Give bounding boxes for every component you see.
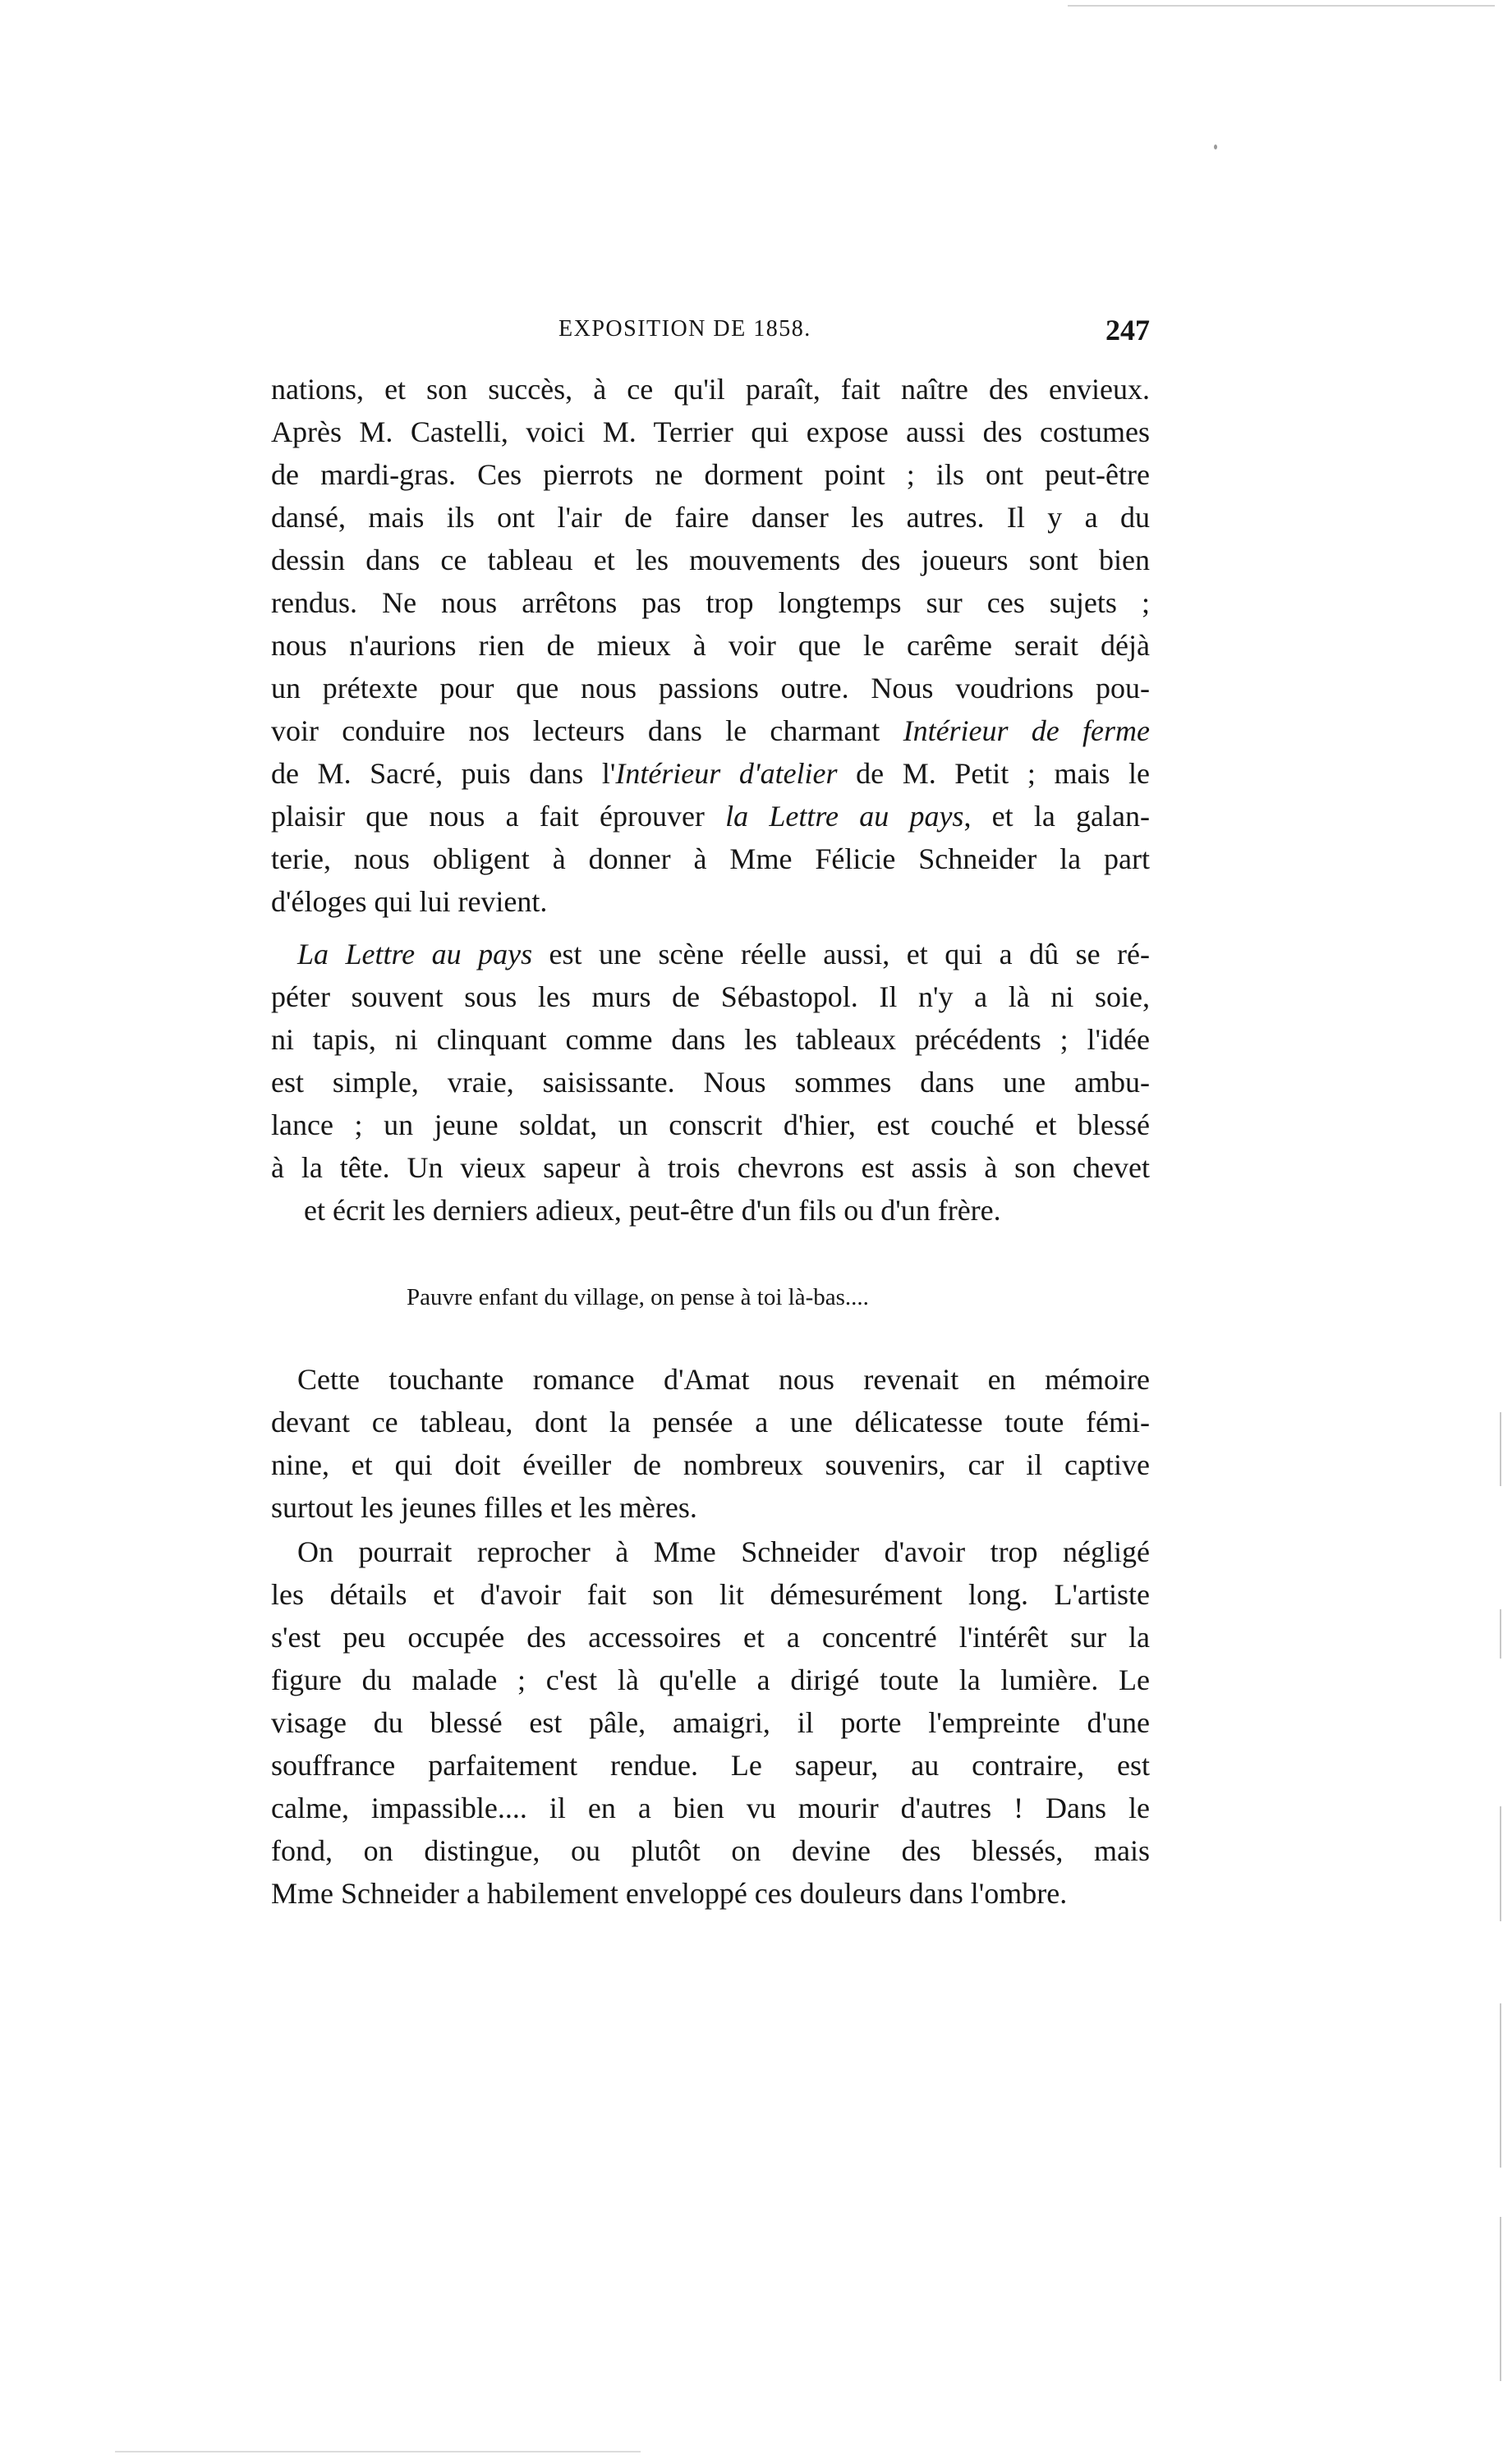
text-line: un prétexte pour que nous passions outre. Nous voudrions pou- xyxy=(271,672,1150,704)
text-line: Après M. Castelli, voici M. Terrier qui expose aussi des costumes xyxy=(271,415,1150,448)
text-line: La Lettre au pays est une scène réelle aussi, et qui a dû se ré- xyxy=(297,938,1150,970)
paragraph-4 xyxy=(271,1530,1150,1915)
italic-title: La Lettre au pays xyxy=(297,938,533,970)
paragraph-2 xyxy=(271,933,1150,1232)
text-line: s'est peu occupée des accessoires et a concentré l'intérêt sur la xyxy=(271,1621,1150,1654)
text-line: à la tête. Un vieux sapeur à trois chevrons est assis à son chevet xyxy=(271,1151,1150,1184)
text-line: lance ; un jeune soldat, un conscrit d'hier, est couché et blessé xyxy=(271,1108,1150,1141)
text-line: surtout les jeunes filles et les mères. xyxy=(271,1491,697,1524)
scan-margin-mark xyxy=(1500,1412,1501,1486)
text-line: est simple, vraie, saisissante. Nous sommes dans une ambu- xyxy=(271,1066,1150,1099)
italic-title: la Lettre au pays xyxy=(725,800,964,833)
paragraph-3 xyxy=(271,1358,1150,1529)
text-line: plaisir que nous a fait éprouver la Lettre au pays, et la galan- xyxy=(271,800,1150,833)
scan-edge-mark xyxy=(115,2451,641,2453)
text-line: les détails et d'avoir fait son lit démesurément long. L'artiste xyxy=(271,1578,1150,1611)
text-line: Mme Schneider a habilement enveloppé ces douleurs dans l'ombre. xyxy=(271,1877,1068,1910)
text-line: péter souvent sous les murs de Sébastopol. Il n'y a là ni soie, xyxy=(271,980,1150,1013)
scan-speck xyxy=(1214,145,1217,149)
quoted-verse: Pauvre enfant du village, on pense à toi là-bas.... xyxy=(407,1284,869,1310)
text-line: On pourrait reprocher à Mme Schneider d'avoir trop négligé xyxy=(297,1535,1150,1568)
text-line: nine, et qui doit éveiller de nombreux souvenirs, car il captive xyxy=(271,1448,1150,1481)
scan-margin-mark xyxy=(1500,1806,1501,1921)
scan-edge-mark xyxy=(1068,5,1495,7)
running-head: EXPOSITION DE 1858. xyxy=(558,316,811,342)
text-line: nations, et son succès, à ce qu'il paraît, fait naître des envieux. xyxy=(271,373,1150,406)
text-line: visage du blessé est pâle, amaigri, il porte l'empreinte d'une xyxy=(271,1706,1150,1739)
text-line: devant ce tableau, dont la pensée a une délicatesse toute fémi- xyxy=(271,1406,1150,1438)
page-number: 247 xyxy=(1105,314,1150,346)
italic-title: Intérieur d'atelier xyxy=(615,757,838,790)
text-line: d'éloges qui lui revient. xyxy=(271,885,548,918)
text-line: terie, nous obligent à donner à Mme Félicie Schneider la part xyxy=(271,842,1150,875)
italic-title: Intérieur de ferme xyxy=(903,714,1151,747)
text-line: Cette touchante romance d'Amat nous revenait en mémoire xyxy=(297,1363,1150,1396)
scan-margin-mark xyxy=(1500,2217,1501,2381)
text-line: de mardi-gras. Ces pierrots ne dorment point ; ils ont peut-être xyxy=(271,458,1150,491)
text-line: rendus. Ne nous arrêtons pas trop longtemps sur ces sujets ; xyxy=(271,586,1150,619)
text-line: de M. Sacré, puis dans l'Intérieur d'atelier de M. Petit ; mais le xyxy=(271,757,1151,790)
text-line: calme, impassible.... il en a bien vu mourir d'autres ! Dans le xyxy=(271,1792,1150,1824)
scan-margin-mark xyxy=(1500,1609,1501,1659)
text-line: nous n'aurions rien de mieux à voir que le carême serait déjà xyxy=(271,629,1150,662)
text-line: ni tapis, ni clinquant comme dans les tableaux précédents ; l'idée xyxy=(271,1023,1150,1056)
scan-margin-mark xyxy=(1500,2003,1501,2168)
text-line: et écrit les derniers adieux, peut-être d'un fils ou d'un frère. xyxy=(304,1194,1001,1227)
text-line: dessin dans ce tableau et les mouvements des joueurs sont bien xyxy=(271,544,1150,576)
text-line: figure du malade ; c'est là qu'elle a dirigé toute la lumière. Le xyxy=(271,1663,1150,1696)
page-header xyxy=(271,316,1150,357)
text-line: dansé, mais ils ont l'air de faire danser les autres. Il y a du xyxy=(271,501,1150,534)
text-line: fond, on distingue, ou plutôt on devine des blessés, mais xyxy=(271,1834,1150,1867)
text-line: voir conduire nos lecteurs dans le charmant Intérieur de ferme xyxy=(271,714,1151,747)
text-line: souffrance parfaitement rendue. Le sapeur, au contraire, est xyxy=(271,1749,1150,1782)
paragraph-1 xyxy=(271,368,1150,923)
